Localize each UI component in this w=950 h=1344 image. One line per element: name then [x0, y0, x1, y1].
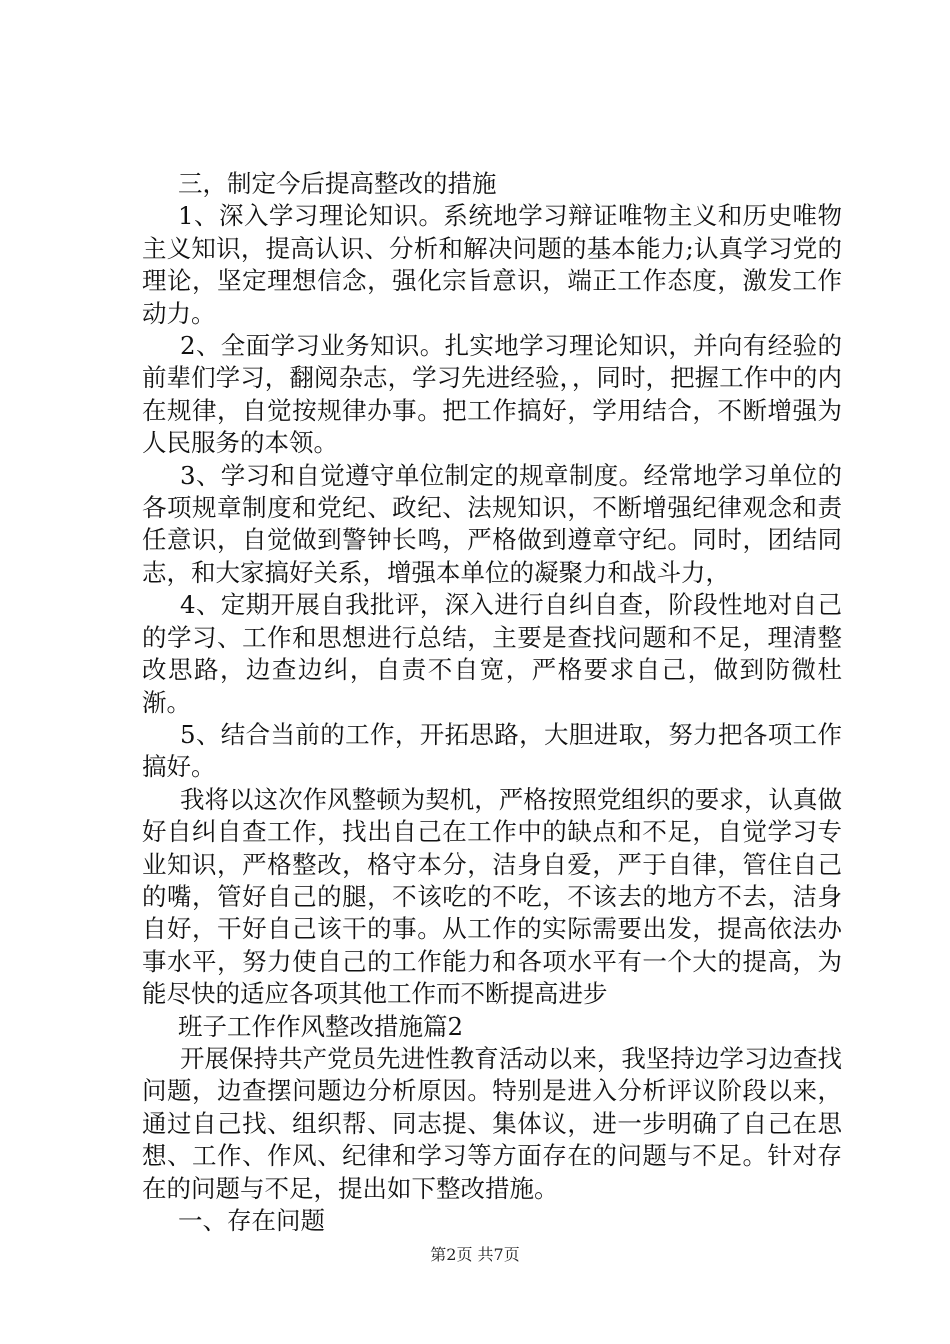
measure-item-1: 1、深入学习理论知识。系统地学习辩证唯物主义和历史唯物主义知识，提高认识、分析和解决问题的基本能力;认真学习党的理论，坚定理想信念，强化宗旨意识，端正工作态度，激发工作动力。 — [142, 201, 842, 328]
measure-item-4: 4、定期开展自我批评，深入进行自纠自查，阶段性地对自己的学习、工作和思想进行总结，主要是查找问题和不足，理清整改思路，边查边纠，自责不自宽，严格要求自己，做到防微杜渐。 — [142, 590, 842, 717]
closing-paragraph: 我将以这次作风整顿为契机，严格按照党组织的要求，认真做好自纠自查工作，找出自己在工作中的缺点和不足，自觉学习专业知识，严格整改，格守本分，洁身自爱，严于自律，管住自己的嘴，管好自己的腿，不该吃的不吃，不该去的地方不去，洁身自好，干好自己该干的事。从工作的实际需要出发，提高依法办事水平，努力使自己的工作能力和各项水平有一个大的提高，为能尽快的适应各项其他工作而不断提高进步 — [142, 784, 842, 1009]
measure-item-2: 2、全面学习业务知识。扎实地学习理论知识，并向有经验的前辈们学习，翻阅杂志，学习先进经验，，同时，把握工作中的内在规律，自觉按规律办事。把工作搞好，学用结合，不断增强为人民服务的本领。 — [142, 331, 842, 458]
measure-item-3: 3、学习和自觉遵守单位制定的规章制度。经常地学习单位的各项规章制度和党纪、政纪、法规知识，不断增强纪律观念和责任意识，自觉做到警钟长鸣，严格做到遵章守纪。同时，团结同志，和大家搞好关系，增强本单位的凝聚力和战斗力， — [142, 460, 842, 587]
section-heading-problems: 一、存在问题 — [178, 1206, 325, 1235]
measure-item-5: 5、结合当前的工作，开拓思路，大胆进取，努力把各项工作搞好。 — [142, 719, 842, 782]
page-number-footer: 第2页 共7页 — [430, 1245, 520, 1264]
article-title-part-2: 班子工作作风整改措施篇2 — [178, 1011, 464, 1041]
intro-paragraph: 开展保持共产党员先进性教育活动以来，我坚持边学习边查找问题，边查摆问题边分析原因。特别是进入分析评议阶段以来，通过自己找、组织帮、同志提、集体议，进一步明确了自己在思想、工作、作风、纪律和学习等方面存在的问题与不足。针对存在的问题与不足，提出如下整改措施。 — [142, 1043, 842, 1203]
section-heading-measures: 三，制定今后提高整改的措施 — [178, 169, 497, 198]
document-body — [142, 168, 842, 1237]
